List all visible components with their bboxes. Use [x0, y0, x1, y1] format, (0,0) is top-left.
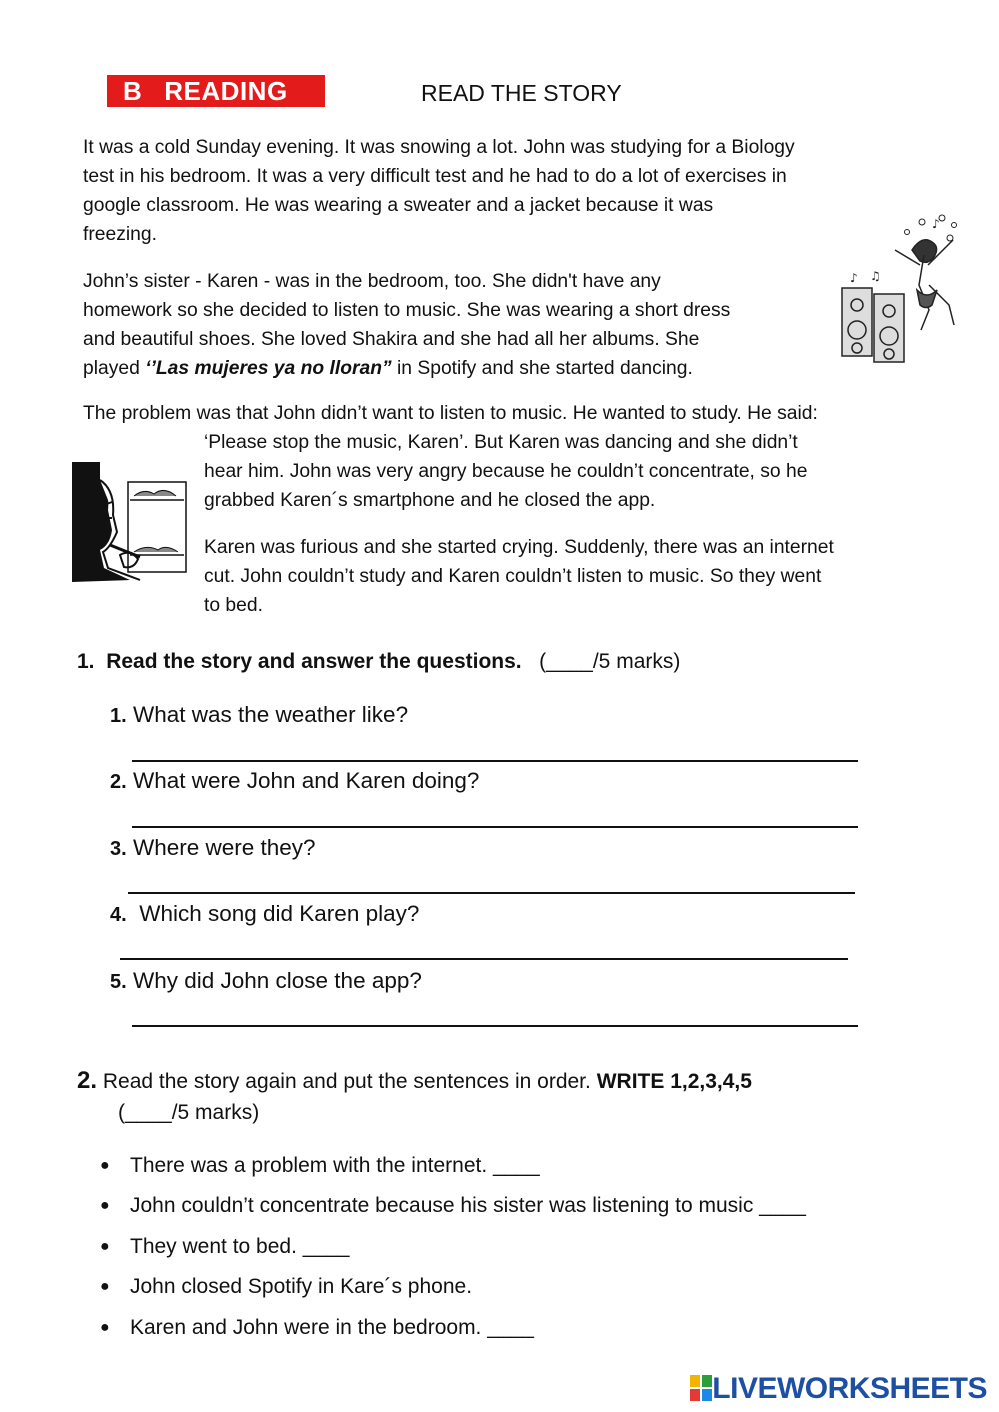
section-1-heading: [77, 650, 680, 674]
song-title: ‘’Las mujeres ya no lloran”: [145, 358, 392, 379]
story-paragraph-2: [83, 267, 730, 383]
question-text: What was the weather like?: [132, 702, 409, 727]
liveworksheets-logo-icon: [690, 1375, 712, 1401]
svg-text:♪: ♪: [850, 271, 858, 285]
story-text: played: [83, 358, 146, 379]
question-number: 3.: [110, 838, 127, 860]
question-3: [110, 835, 316, 861]
sentence-text: John couldn’t concentrate because his sister was listening to music ____: [130, 1194, 806, 1217]
question-number: 1.: [110, 705, 127, 727]
section-letter: B: [123, 76, 143, 106]
story-line: freezing.: [83, 224, 157, 245]
story-line: and beautiful shoes. She loved Shakira and she had all her albums. She: [83, 329, 700, 350]
section-2-marks: (____/5 marks): [118, 1101, 260, 1124]
question-1: [110, 702, 408, 728]
story-line: test in his bedroom. It was a very difficult test and he had to do a lot of exercises in: [83, 166, 787, 187]
story-line: [83, 354, 730, 383]
section-tag: [107, 75, 325, 107]
bullet-icon: ●: [100, 1197, 110, 1214]
story-paragraph-1: [83, 133, 795, 249]
sentence-text: They went to bed. ____: [130, 1235, 350, 1258]
answer-line-2[interactable]: [132, 826, 858, 828]
story-line: to bed.: [204, 595, 263, 616]
question-text: What were John and Karen doing?: [132, 768, 480, 793]
answer-line-5[interactable]: [132, 1025, 858, 1027]
sentence-text: John closed Spotify in Kare´s phone.: [130, 1275, 473, 1298]
section-2-number: 2.: [77, 1067, 98, 1094]
list-item: [100, 1194, 806, 1218]
question-number: 4.: [110, 904, 127, 926]
question-4: [110, 901, 419, 927]
page-title: READ THE STORY: [421, 80, 622, 106]
story-line: John’s sister - Karen - was in the bedroom, too. She didn't have any: [83, 271, 661, 292]
liveworksheets-logo[interactable]: LIVEWORKSHEETS: [712, 1372, 987, 1405]
story-line: cut. John couldn’t study and Karen couldn’t listen to music. So they went: [204, 566, 822, 587]
section-label: READING: [164, 76, 288, 106]
section-2-heading: [77, 1067, 752, 1095]
list-item: [100, 1154, 540, 1178]
svg-text:♫: ♫: [870, 269, 881, 283]
list-item: [100, 1235, 350, 1259]
dancing-girl-illustration: [832, 210, 962, 365]
answer-line-3[interactable]: [128, 892, 855, 894]
story-line: Karen was furious and she started crying. Suddenly, there was an internet: [204, 537, 834, 558]
story-line: ‘Please stop the music, Karen’. But Karen was dancing and she didn’t: [204, 432, 798, 453]
question-2: [110, 768, 479, 794]
section-1-number: 1.: [77, 650, 95, 673]
story-paragraph-3: [204, 428, 807, 515]
bullet-icon: ●: [100, 1278, 110, 1295]
svg-text:♪: ♪: [932, 217, 940, 231]
sentence-text: Karen and John were in the bedroom. ____: [130, 1316, 534, 1339]
question-text: Where were they?: [132, 835, 316, 860]
question-text: Why did John close the app?: [132, 968, 422, 993]
section-1-marks: (____/5 marks): [539, 650, 681, 673]
section-2-instruction-bold: WRITE 1,2,3,4,5: [596, 1070, 752, 1093]
answer-line-1[interactable]: [132, 760, 858, 762]
list-item: [100, 1275, 472, 1299]
angry-boy-illustration: [70, 460, 192, 584]
section-1-instruction: Read the story and answer the questions.: [106, 650, 522, 673]
story-line: grabbed Karen´s smartphone and he closed the app.: [204, 490, 656, 511]
bullet-icon: ●: [100, 1157, 110, 1174]
story-paragraph-4: [204, 533, 834, 620]
answer-line-4[interactable]: [120, 958, 848, 960]
section-2-instruction: Read the story again and put the sentences in order.: [102, 1070, 591, 1093]
story-line: google classroom. He was wearing a sweater and a jacket because it was: [83, 195, 714, 216]
question-number: 2.: [110, 771, 127, 793]
story-text: in Spotify and she started dancing.: [391, 358, 693, 379]
story-paragraph-3-first: The problem was that John didn’t want to listen to music. He wanted to study. He said:: [83, 403, 818, 424]
list-item: [100, 1316, 534, 1340]
story-line: It was a cold Sunday evening. It was snowing a lot. John was studying for a Biology: [83, 137, 795, 158]
question-5: [110, 968, 422, 994]
sentence-text: There was a problem with the internet. ____: [130, 1154, 540, 1177]
story-line: homework so she decided to listen to music. She was wearing a short dress: [83, 300, 731, 321]
bullet-icon: ●: [100, 1319, 110, 1336]
bullet-icon: ●: [100, 1238, 110, 1255]
question-number: 5.: [110, 971, 127, 993]
story-line: hear him. John was very angry because he couldn’t concentrate, so he: [204, 461, 808, 482]
question-text: Which song did Karen play?: [132, 901, 420, 926]
